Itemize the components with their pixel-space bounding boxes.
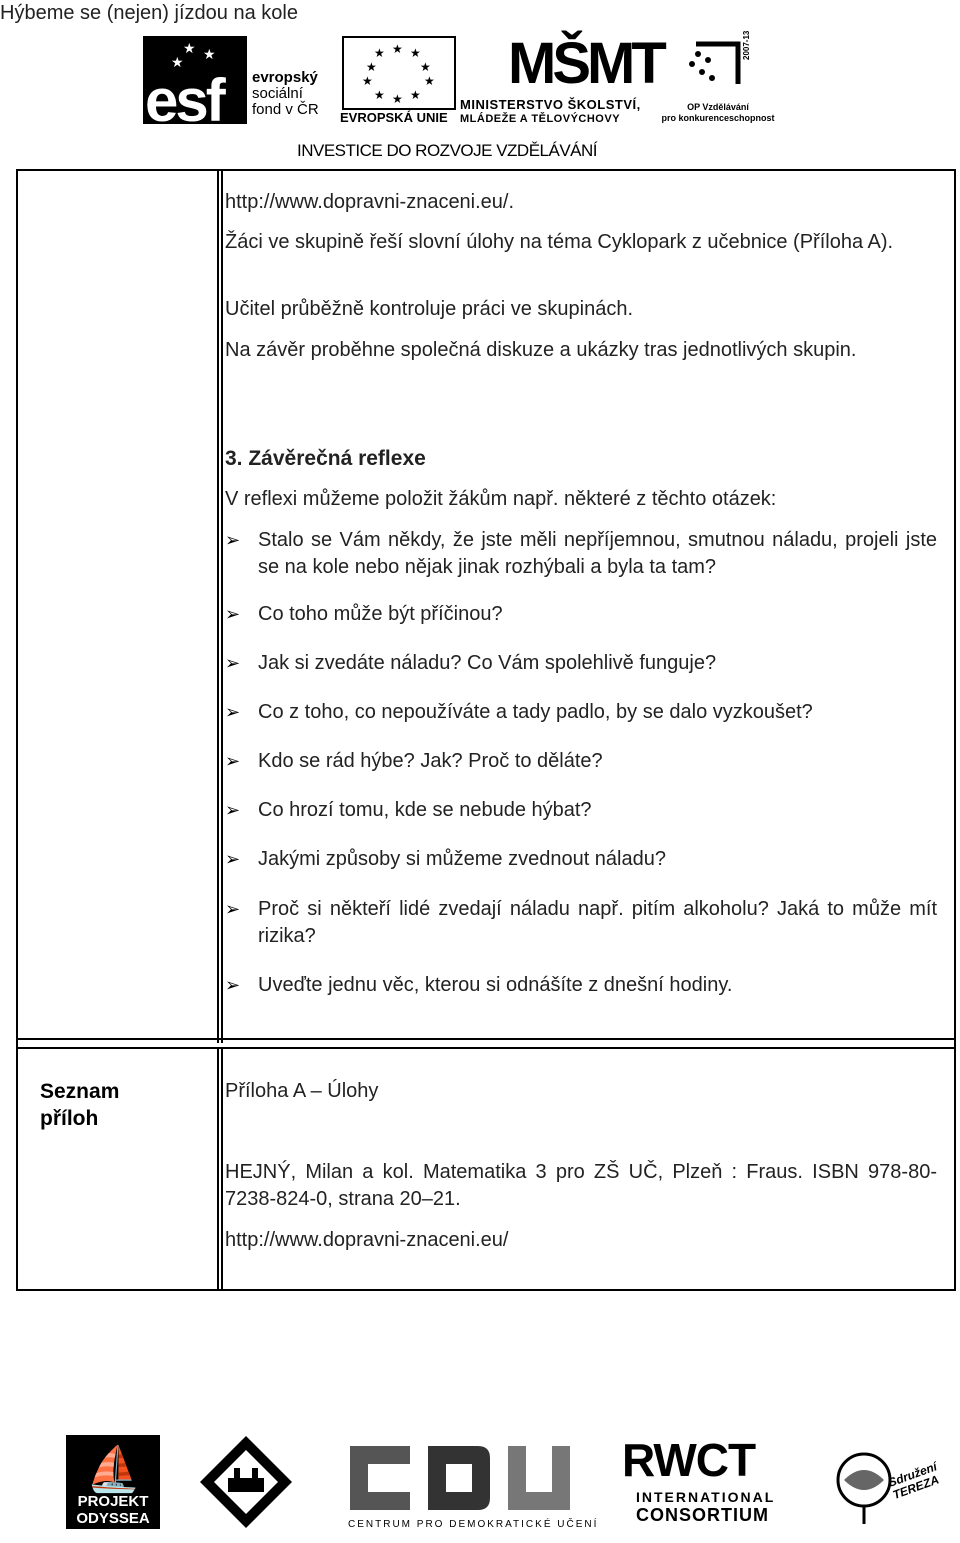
- msmt-caption: MINISTERSTVO ŠKOLSTVÍ, MLÁDEŽE A TĚLOVÝCHOVY: [460, 97, 641, 125]
- arrow-bullet-icon: ➢: [225, 975, 241, 995]
- star-icon: ★: [392, 92, 403, 106]
- eu-caption: EVROPSKÁ UNIE: [340, 110, 448, 125]
- intro-text: V reflexi můžeme položit žákům např. některé z těchto otázek:: [225, 488, 777, 510]
- paragraph: Žáci ve skupině řeší slovní úlohy na téma Cyklopark z učebnice (Příloha A).: [225, 231, 894, 253]
- paragraph: Učitel průběžně kontroluje práci ve skupinách.: [225, 298, 633, 320]
- section-heading: 3. Závěrečná reflexe: [225, 447, 426, 470]
- esf-wordmark: esf: [145, 67, 223, 134]
- esf-caption: evropský sociální fond v ČR: [252, 69, 319, 118]
- question-item: Co hrozí tomu, kde se nebude hýbat?: [258, 799, 592, 821]
- esf-logo: [143, 36, 247, 134]
- star-icon: ★: [410, 88, 421, 102]
- question-item: Kdo se rád hýbe? Jak? Proč to děláte?: [258, 750, 603, 772]
- clovek-v-tisni-logo: [198, 1434, 294, 1530]
- arrow-bullet-icon: ➢: [225, 800, 241, 820]
- arrow-bullet-icon: ➢: [225, 899, 241, 919]
- arrow-bullet-icon: ➢: [225, 530, 241, 550]
- column-divider: [217, 171, 223, 1043]
- arrow-bullet-icon: ➢: [225, 751, 241, 771]
- projekt-odyssea-logo: ⛵ PROJEKT ODYSSEA: [66, 1435, 160, 1529]
- star-icon: ★: [366, 60, 377, 74]
- question-item: Proč si někteří lidé zvedají náladu např. pitím alkoholu? Jaká to může mít rizika?: [258, 898, 937, 947]
- star-icon: ★: [374, 46, 385, 60]
- tereza-logo: Sdružení TEREZA: [830, 1440, 926, 1530]
- investice-slogan: INVESTICE DO ROZVOJE VZDĚLÁVÁNÍ: [297, 141, 598, 160]
- eu-flag-logo: [342, 36, 456, 110]
- star-icon: ★: [392, 42, 403, 56]
- question-item: Jakými způsoby si můžeme zvednout náladu?: [258, 848, 666, 870]
- star-icon: ★: [362, 74, 373, 88]
- ship-icon: ⛵: [86, 1445, 141, 1494]
- star-icon: ★: [203, 46, 216, 62]
- star-icon: ★: [183, 40, 196, 56]
- column-divider: [217, 1049, 223, 1289]
- cdu-caption: CENTRUM PRO DEMOKRATICKÉ UČENÍ: [348, 1519, 599, 1530]
- arrow-bullet-icon: ➢: [225, 849, 241, 869]
- attachment-item: Příloha A – Úlohy: [225, 1080, 379, 1102]
- question-item: Uveďte jednu věc, kterou si odnášíte z dnešní hodiny.: [258, 974, 733, 996]
- op-caption: OP Vzdělávání pro konkurenceschopnost: [661, 102, 775, 123]
- arrow-bullet-icon: ➢: [225, 604, 241, 624]
- citation: HEJNÝ, Milan a kol. Matematika 3 pro ZŠ UČ, Plzeň : Fraus. ISBN 978-80-7238-824-0, strana 20–21.: [225, 1161, 937, 1210]
- op-years: 2007-13: [742, 30, 751, 60]
- paragraph: Na závěr proběhne společná diskuze a ukázky tras jednotlivých skupin.: [225, 339, 857, 361]
- question-item: Jak si zvedáte náladu? Co Vám spolehlivě funguje?: [258, 652, 717, 674]
- row-divider: [18, 1038, 954, 1049]
- star-icon: ★: [171, 54, 184, 70]
- running-header: Hýbeme se (nejen) jízdou na kole: [0, 2, 298, 24]
- star-icon: ★: [420, 60, 431, 74]
- arrow-bullet-icon: ➢: [225, 702, 241, 722]
- star-icon: ★: [374, 88, 385, 102]
- question-item: Co toho může být příčinou?: [258, 603, 503, 625]
- rwct-logo: RWCT: [622, 1434, 756, 1486]
- attachment-url: http://www.dopravni-znaceni.eu/: [225, 1229, 509, 1251]
- arrow-bullet-icon: ➢: [225, 653, 241, 673]
- question-item: Co z toho, co nepoužíváte a tady padlo, by se dalo vyzkoušet?: [258, 701, 813, 723]
- attachments-label: Seznam příloh: [40, 1080, 120, 1130]
- url-line: http://www.dopravni-znaceni.eu/.: [225, 191, 515, 213]
- op-logo: [686, 40, 742, 88]
- rwct-caption: INTERNATIONAL CONSORTIUM: [636, 1489, 776, 1525]
- star-icon: ★: [410, 46, 421, 60]
- question-item: Stalo se Vám někdy, že jste měli nepříjemnou, smutnou náladu, projeli jste se na kole nebo nějak jinak rozhýbali a byla ta tam?: [258, 529, 937, 578]
- msmt-logo: MŠMT: [508, 31, 663, 96]
- star-icon: ★: [424, 74, 435, 88]
